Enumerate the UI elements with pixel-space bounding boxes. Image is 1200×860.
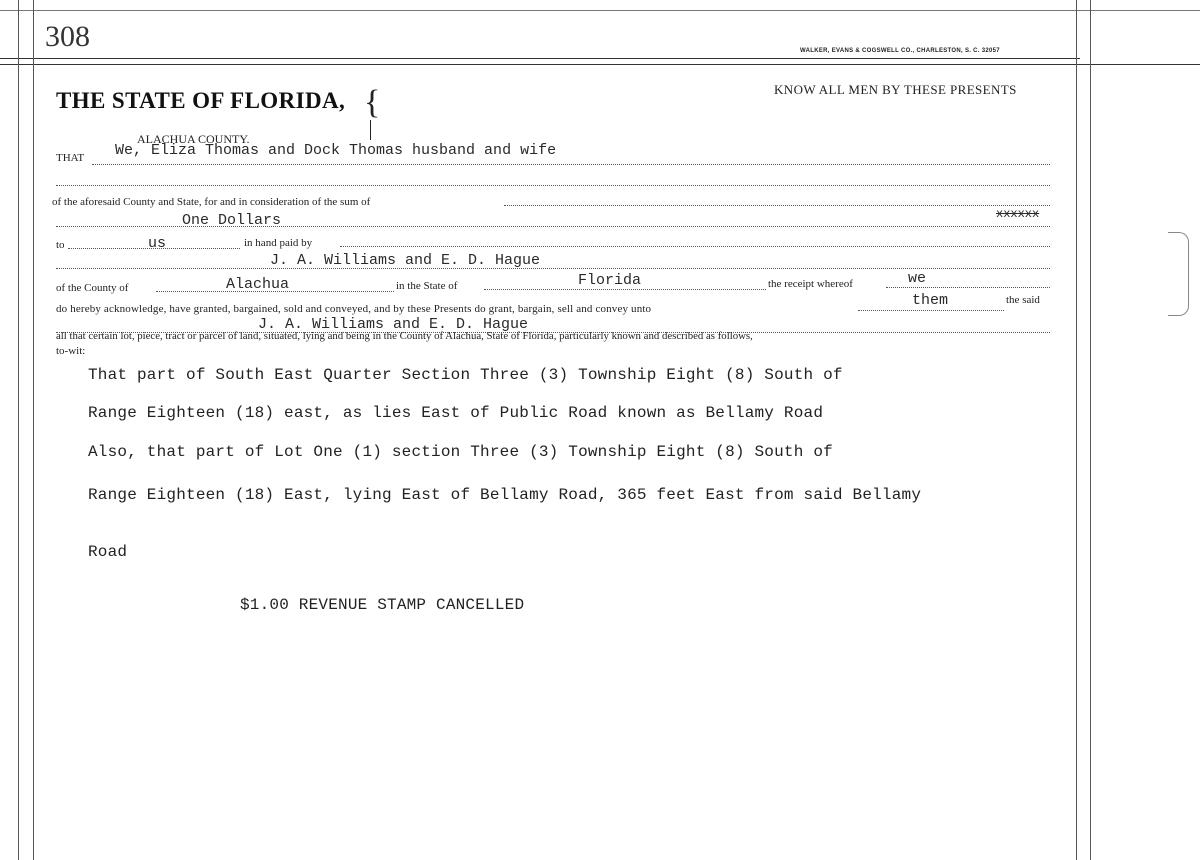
paid-to-field: us xyxy=(148,235,167,252)
brace-tail xyxy=(370,120,371,140)
to-label: to xyxy=(56,239,65,251)
county-field: Alachua xyxy=(226,276,290,293)
page-number: 308 xyxy=(45,20,90,53)
right-margin-line-2 xyxy=(1090,0,1091,860)
binder-clip xyxy=(1168,232,1189,316)
receipt-dotline xyxy=(886,287,1050,288)
land-text-towit: to-wit: xyxy=(56,345,86,357)
printer-imprint: WALKER, EVANS & COGSWELL CO., CHARLESTON, S. C. 32057 xyxy=(800,48,1000,54)
header-rule xyxy=(0,58,1080,59)
header-rule-2 xyxy=(0,64,1200,65)
consideration-dotline xyxy=(504,205,1050,206)
of-county-label: of the County of xyxy=(56,282,129,294)
in-hand-label: in hand paid by xyxy=(244,237,313,249)
know-all-men: KNOW ALL MEN BY THESE PRESENTS xyxy=(774,82,1017,97)
description-line-3: Also, that part of Lot One (1) section Three (3) Township Eight (8) South of xyxy=(88,443,833,461)
county-printed: ALACHUA COUNTY. xyxy=(137,132,250,146)
state-title: THE STATE OF FLORIDA, xyxy=(56,88,346,113)
that-label: THAT xyxy=(56,152,85,164)
payers-dotline xyxy=(56,268,1050,269)
left-margin-line-2 xyxy=(33,0,34,860)
revenue-stamp-note: $1.00 REVENUE STAMP CANCELLED xyxy=(240,596,525,614)
grantors-field: We, Eliza Thomas and Dock Thomas husband and wife xyxy=(115,142,557,159)
in-state-label: in the State of xyxy=(396,280,458,292)
description-line-5: Road xyxy=(88,543,128,561)
left-margin-line xyxy=(18,0,19,860)
the-said-label: the said xyxy=(1006,294,1040,306)
state-field: Florida xyxy=(578,272,642,289)
state-dotline xyxy=(484,289,766,290)
title-brace: { xyxy=(364,84,381,121)
description-line-2: Range Eighteen (18) east, as lies East of Public Road known as Bellamy Road xyxy=(88,404,824,422)
receipt-label: the receipt whereof xyxy=(768,278,853,290)
grantees-field: J. A. Williams and E. D. Hague xyxy=(258,316,529,333)
convey-to-field: them xyxy=(912,292,949,309)
sum-struck: xxxxxx xyxy=(996,207,1040,221)
payers-field: J. A. Williams and E. D. Hague xyxy=(270,252,541,269)
in-hand-dotline xyxy=(340,246,1050,247)
convey-dotline xyxy=(858,310,1004,311)
receipt-field: we xyxy=(908,270,927,287)
blank-dotline xyxy=(56,185,1050,186)
right-margin-line xyxy=(1076,0,1077,860)
top-rule xyxy=(0,10,1200,11)
consideration-text: of the aforesaid County and State, for and in consideration of the sum of xyxy=(52,196,371,208)
description-line-1: That part of South East Quarter Section Three (3) Township Eight (8) South of xyxy=(88,366,843,384)
acknowledge-text: do hereby acknowledge, have granted, bargained, sold and conveyed, and by these Presents do grant, bargain, sell and convey unto xyxy=(56,303,652,315)
land-text: all that certain lot, piece, tract or parcel of land, situated, lying and being in the County of Alachua, State of Florida, particularly known and described as follows, xyxy=(56,330,753,342)
sum-words-field: One Dollars xyxy=(182,212,282,229)
description-line-4: Range Eighteen (18) East, lying East of Bellamy Road, 365 feet East from said Bellamy xyxy=(88,486,922,504)
that-dotline xyxy=(92,164,1050,165)
